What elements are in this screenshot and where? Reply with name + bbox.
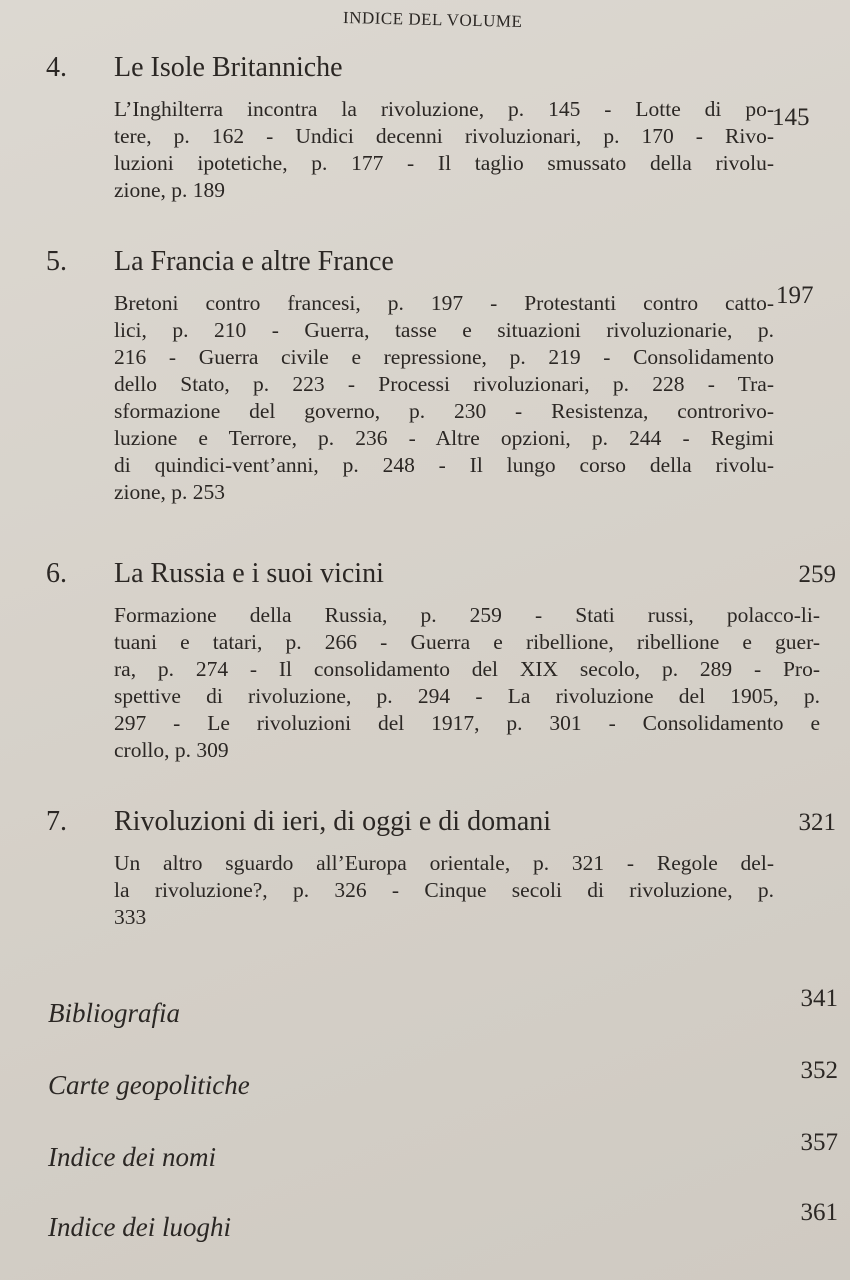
section-line: Formazione della Russia, p. 259 - Stati russi, polacco-li-	[114, 603, 820, 627]
section-line: tuani e tatari, p. 266 - Guerra e ribellione, ribellione e guer-	[114, 630, 820, 654]
back-matter-entry	[48, 985, 838, 1029]
chapter-title: Rivoluzioni di ieri, di oggi e di domani	[114, 806, 552, 837]
chapter-entry	[46, 558, 836, 764]
section-line: luzione e Terrore, p. 236 - Altre opzioni, p. 244 - Regimi	[114, 426, 774, 450]
chapter-entry	[46, 52, 836, 204]
back-matter-page: 341	[800, 985, 838, 1012]
back-matter-entry	[48, 1199, 838, 1243]
chapter-page: 321	[798, 809, 836, 836]
back-matter-page: 361	[800, 1199, 838, 1226]
back-matter-label: Carte geopolitiche	[48, 1070, 250, 1100]
back-matter-page: 357	[800, 1129, 838, 1156]
chapter-number: 5.	[46, 246, 67, 277]
section-line: di quindici-vent’anni, p. 248 - Il lungo corso della rivolu-	[114, 453, 774, 477]
section-line: sformazione del governo, p. 230 - Resistenza, controrivo-	[114, 399, 774, 423]
chapter-sections	[114, 850, 774, 931]
section-line: ra, p. 274 - Il consolidamento del XIX secolo, p. 289 - Pro-	[114, 657, 820, 681]
section-line: luzioni ipotetiche, p. 177 - Il taglio smussato della rivolu-	[114, 151, 774, 175]
back-matter-entry	[48, 1057, 838, 1101]
chapter-entry	[46, 246, 836, 506]
chapter-number: 6.	[46, 558, 67, 589]
chapter-sections	[114, 290, 774, 506]
chapter-entry	[46, 806, 836, 931]
section-line: spettive di rivoluzione, p. 294 - La rivoluzione del 1905, p.	[114, 684, 820, 708]
chapter-page: 259	[798, 561, 836, 588]
chapter-title: La Francia e altre France	[114, 246, 394, 277]
section-line: 216 - Guerra civile e repressione, p. 219 - Consolidamento	[114, 345, 774, 369]
section-line: Un altro sguardo all’Europa orientale, p. 321 - Regole del-	[114, 851, 774, 875]
running-header: INDICE DEL VOLUME	[342, 7, 523, 32]
back-matter-entry	[48, 1129, 838, 1173]
section-line: 297 - Le rivoluzioni del 1917, p. 301 - Consolidamento e	[114, 711, 820, 735]
section-line: zione, p. 189	[114, 178, 226, 202]
section-line: zione, p. 253	[114, 480, 226, 504]
section-line: lici, p. 210 - Guerra, tasse e situazioni rivoluzionarie, p.	[114, 318, 774, 342]
chapter-page: 145	[772, 104, 810, 131]
section-line: dello Stato, p. 223 - Processi rivoluzionari, p. 228 - Tra-	[114, 372, 774, 396]
chapter-sections	[114, 602, 820, 764]
section-line: crollo, p. 309	[114, 738, 229, 762]
section-line: la rivoluzione?, p. 326 - Cinque secoli di rivoluzione, p.	[114, 878, 774, 902]
back-matter-label: Indice dei nomi	[48, 1142, 216, 1172]
section-line: Bretoni contro francesi, p. 197 - Protestanti contro catto-	[114, 291, 774, 315]
chapter-sections	[114, 96, 774, 204]
section-line: tere, p. 162 - Undici decenni rivoluzionari, p. 170 - Rivo-	[114, 124, 774, 148]
section-line: L’Inghilterra incontra la rivoluzione, p. 145 - Lotte di po-	[114, 97, 774, 121]
back-matter-label: Indice dei luoghi	[48, 1212, 231, 1242]
chapter-page: 197	[776, 282, 814, 309]
back-matter-page: 352	[800, 1057, 838, 1084]
back-matter-label: Bibliografia	[48, 998, 181, 1028]
chapter-number: 7.	[46, 806, 67, 837]
chapter-title: La Russia e i suoi vicini	[114, 558, 384, 589]
section-line: 333	[114, 905, 147, 929]
chapter-number: 4.	[46, 52, 67, 83]
chapter-title: Le Isole Britanniche	[114, 52, 343, 83]
